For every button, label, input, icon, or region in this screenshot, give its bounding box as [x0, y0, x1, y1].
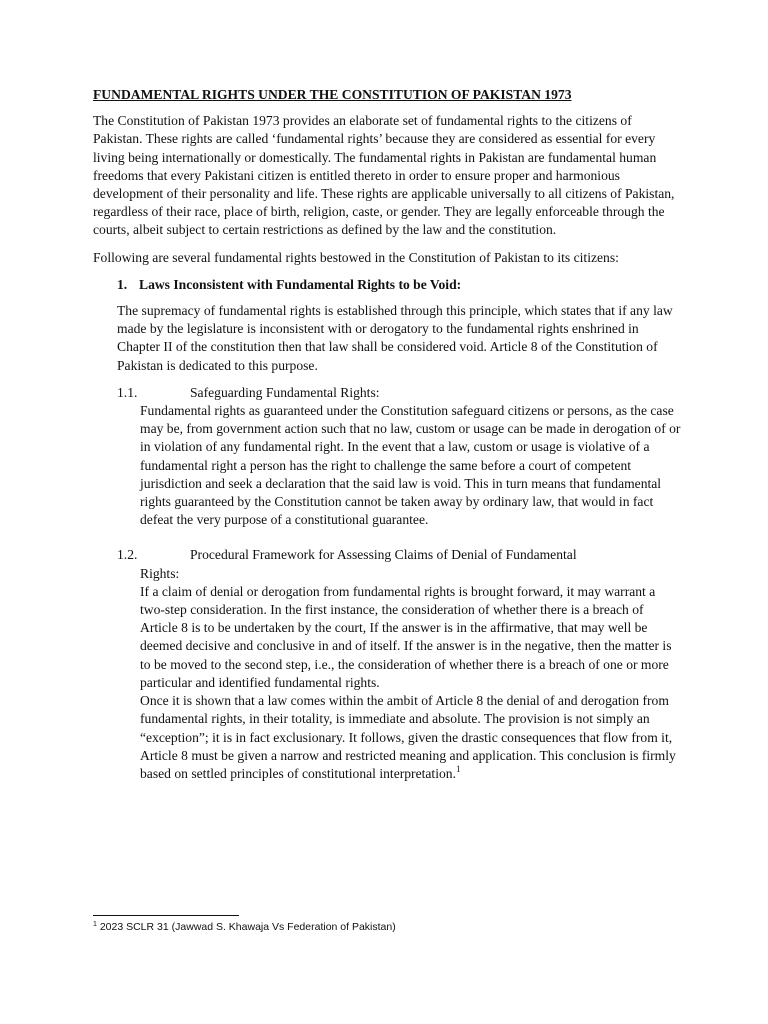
lead-paragraph: Following are several fundamental rights bestowed in the Constitution of Pakistan to its citizens:: [93, 249, 619, 265]
subsection-1-number: 1.1.: [117, 384, 138, 400]
subsection-2-body-2-text: Once it is shown that a law comes within the ambit of Article 8 the denial of and derogation from fundamental rights, in their totality, is immediate and absolute. The provision is not simply an “exception”; it is in fact exclusionary. It follows, given the drastic consequences that flow from it, Article 8 must be given a narrow and restricted meaning and application. This conclusion is firmly based on settled principles of constitutional interpretation.: [140, 693, 676, 781]
section-heading-text: Laws Inconsistent with Fundamental Rights to be Void:: [139, 276, 462, 292]
subsection-2-body-2: [140, 692, 683, 783]
document-title: FUNDAMENTAL RIGHTS UNDER THE CONSTITUTION OF PAKISTAN 1973: [93, 87, 572, 102]
spacer: [93, 529, 683, 546]
subsection-1-heading-text: Safeguarding Fundamental Rights:: [190, 384, 380, 400]
subsection-2-number: 1.2.: [117, 547, 138, 563]
section-number: 1.: [117, 276, 128, 292]
section-heading: [117, 276, 683, 294]
section-body: The supremacy of fundamental rights is established through this principle, which states that if any law made by the legislature is inconsistent with or derogatory to the fundamental rights enshrined in Chapter II of the constitution then that law shall be considered void. Article 8 of the Constitution of Pakistan is dedicated to this purpose.: [117, 303, 673, 373]
intro-paragraph: The Constitution of Pakistan 1973 provides an elaborate set of fundamental rights to the citizens of Pakistan. These rights are called ‘fundamental rights’ because they are considered as essential for every living being internationally or domestically. The fundamental rights in Pakistan are fundamental human freedoms that every Pakistani citizen is entitled thereto in order to ensure proper and harmonious development of their personality and life. These rights are applicable universally to all citizens of Pakistan, regardless of their race, place of birth, religion, caste, or gender. They are legally enforceable through the courts, albeit subject to certain restrictions as defined by the law and the constitution.: [93, 113, 675, 238]
footnote-reference[interactable]: 1: [455, 763, 461, 774]
subsection-1-heading: [117, 384, 683, 402]
document-page: [93, 86, 683, 783]
subsection-2-body-1: If a claim of denial or derogation from fundamental rights is brought forward, it may warrant a two-step consideration. In the first instance, the consideration of whether there is a breach of Article 8 is to be undertaken by the court, If the answer is in the affirmative, that may well be deemed decisive and conclusive in and of itself. If the answer is in the negative, then the matter is to be moved to the second step, i.e., the consideration of whether there is a breach of one or more particular and identified fundamental rights.: [140, 583, 672, 690]
subsection-1-body: Fundamental rights as guaranteed under the Constitution safeguard citizens or persons, as the case may be, from government action such that no law, custom or usage can be made in derogation of or in violation of any fundamental right. In the event that a law, custom or usage is violative of a fundamental right a person has the right to challenge the same before a court of competent jurisdiction and seek a declaration that the said law is void. This in turn means that fundamental rights guaranteed by the Constitution cannot be taken away by ordinary law, that would in fact defeat the very purpose of a constitutional guarantee.: [140, 403, 681, 528]
subsection-2-heading-continuation: Rights:: [140, 565, 180, 581]
footnote-marker: 1: [93, 921, 97, 928]
subsection-2-heading: [117, 546, 683, 582]
footnote-divider: [93, 915, 239, 916]
subsection-2-heading-text: Procedural Framework for Assessing Claims of Denial of Fundamental: [190, 547, 577, 563]
footnote-text: 2023 SCLR 31 (Jawwad S. Khawaja Vs Federation of Pakistan): [96, 921, 396, 933]
footnote: [93, 921, 396, 933]
